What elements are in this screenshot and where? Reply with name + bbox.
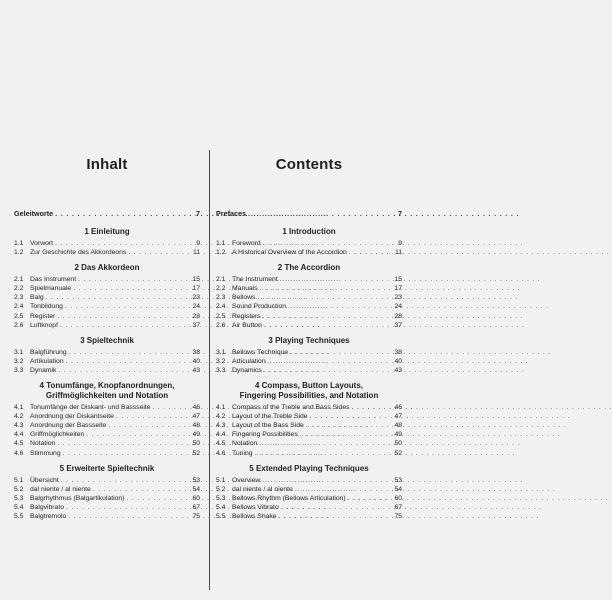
toc-entry-text: Register	[30, 312, 56, 320]
toc-entry-text: Stimmung	[30, 449, 61, 457]
toc-sections	[216, 227, 402, 527]
leader-dots	[63, 449, 188, 458]
leader-dots	[57, 312, 188, 321]
leader-dots	[60, 321, 188, 330]
toc-entry-page: 43	[394, 366, 402, 374]
toc-entry-page: 7	[196, 209, 200, 218]
leader-dots	[69, 348, 188, 357]
section-heading[interactable]: 1 Introduction	[282, 227, 336, 236]
toc-entry-text: Sound Production	[232, 303, 287, 311]
toc-entry-number: 2.6	[14, 321, 24, 329]
toc-entry-page: 60	[394, 494, 402, 502]
leader-dots	[78, 275, 188, 284]
toc-entry-text: Bellows Vibrato	[232, 503, 279, 511]
leader-dots	[93, 485, 188, 494]
leader-dots	[73, 284, 188, 293]
section-heading[interactable]: 2 Das Akkordeon	[74, 263, 140, 273]
toc-entry-number: 4.4	[14, 431, 24, 439]
toc-entry[interactable]	[14, 476, 200, 485]
leader-dots	[126, 494, 188, 503]
toc-entry-page: 37	[192, 321, 200, 329]
toc-entry[interactable]	[14, 503, 200, 512]
toc-entry-page: 23	[394, 294, 402, 302]
toc-entry[interactable]	[216, 302, 402, 311]
toc-entry[interactable]	[14, 485, 200, 494]
toc-entry-text: The Instrument	[232, 276, 278, 284]
toc-entry-page: 48	[394, 422, 402, 430]
toc-entry-number: 4.5	[216, 440, 226, 448]
toc-section	[216, 227, 402, 257]
toc-entry-text: Layout of the Treble Side	[232, 413, 308, 421]
toc-entry-text: Dynamics	[232, 366, 262, 374]
toc-entry-number: 1.1	[14, 240, 24, 247]
toc-entry-text: Geleitworte	[14, 209, 54, 218]
leader-dots	[55, 239, 188, 248]
toc-entry[interactable]	[216, 439, 402, 448]
leader-dots	[257, 293, 390, 302]
leader-dots	[348, 494, 390, 503]
toc-entry-number: 4.6	[14, 449, 24, 457]
toc-entry-text: Spielmanuale	[30, 285, 72, 293]
toc-entry-page: 9	[196, 240, 200, 247]
leader-dots	[264, 366, 390, 375]
leader-dots	[352, 403, 391, 412]
leader-dots	[295, 485, 390, 494]
toc-entry-page: 40	[394, 357, 402, 365]
toc-entry-page: 50	[192, 440, 200, 448]
toc-entry[interactable]	[14, 366, 200, 375]
toc-entry-number: 2.1	[14, 276, 24, 284]
toc-entry-text: Das Instrument	[30, 276, 77, 284]
toc-entry-number: 5.5	[14, 512, 24, 520]
toc-entry-text: Prefaces	[216, 209, 246, 218]
toc-entry-number: 2.2	[216, 285, 226, 293]
toc-entry-text: Bellows Rhythm (Bellows Articulation)	[232, 494, 346, 502]
toc-entry-page: 28	[394, 312, 402, 320]
toc-entry[interactable]	[216, 412, 402, 421]
leader-dots	[300, 430, 390, 439]
leader-dots	[263, 312, 390, 321]
toc-entry[interactable]	[216, 503, 402, 512]
toc-entry[interactable]	[216, 312, 402, 321]
leader-dots	[86, 430, 188, 439]
leader-dots	[55, 209, 188, 218]
toc-intro-entry[interactable]	[14, 209, 200, 221]
toc-entry-page: 47	[394, 413, 402, 421]
toc-entry-text: Balg	[30, 294, 44, 302]
leader-dots	[128, 248, 188, 257]
toc-entry-number: 3.2	[216, 357, 226, 365]
toc-entry-page: 28	[192, 312, 200, 320]
toc-entry[interactable]	[216, 293, 402, 302]
toc-entry-number: 4.2	[216, 413, 226, 421]
toc-entry-page: 75	[394, 512, 402, 520]
toc-entry[interactable]	[14, 403, 200, 412]
toc-entry-text: Griffmöglichkeiten	[30, 431, 85, 439]
toc-entry-text: Dynamik	[30, 366, 57, 374]
section-heading[interactable]: 4 Tonumfänge, Knopfanordnungen, Griffmöglichkeiten und Notation	[39, 381, 175, 401]
toc-entry-page: 53	[192, 476, 200, 484]
toc-entry[interactable]	[14, 512, 200, 521]
toc-entry-page: 54	[394, 485, 402, 493]
toc-entry-text: Layout of the Bass Side	[232, 422, 304, 430]
toc-entry-page: 17	[394, 285, 402, 293]
toc-entry[interactable]	[216, 494, 402, 503]
toc-entry[interactable]	[216, 321, 402, 330]
leader-dots	[262, 476, 390, 485]
toc-entry-page: 38	[394, 348, 402, 356]
toc-entry[interactable]	[14, 284, 200, 293]
toc-entry-number: 2.2	[14, 285, 24, 293]
toc-entry[interactable]	[216, 366, 402, 375]
toc-entry[interactable]	[14, 248, 200, 257]
toc-entry[interactable]	[14, 239, 200, 248]
toc-entry[interactable]	[14, 412, 200, 421]
toc-entry-text: Bellows	[232, 294, 256, 302]
leader-dots	[264, 321, 390, 330]
toc-entry[interactable]	[216, 403, 402, 412]
toc-entry-page: 50	[394, 440, 402, 448]
toc-entry-text: Overview	[232, 476, 261, 484]
toc-entry-text: Articulation	[232, 357, 266, 365]
toc-entry[interactable]	[14, 275, 200, 284]
toc-entry[interactable]	[216, 348, 402, 357]
toc-entry-page: 49	[394, 431, 402, 439]
toc-entry[interactable]	[14, 421, 200, 430]
section-heading[interactable]: 3 Spieltechnik	[80, 335, 134, 345]
toc-entry[interactable]	[14, 494, 200, 503]
leader-dots	[57, 439, 188, 448]
toc-entry-text: Balgrhythmus (Balgartikulation)	[30, 494, 125, 502]
leader-dots	[259, 439, 390, 448]
toc-entry[interactable]	[216, 449, 402, 458]
toc-entry-text: Anordnung der Bassseite	[30, 422, 107, 430]
toc-entry-number: 3.1	[14, 348, 24, 356]
leader-dots	[68, 512, 188, 521]
toc-section	[14, 381, 200, 458]
toc-entry[interactable]	[216, 476, 402, 485]
toc-entry-text: Übersicht	[30, 476, 59, 484]
toc-entry[interactable]	[14, 348, 200, 357]
toc-entry-number: 2.5	[216, 312, 226, 320]
toc-entry-text: Notation	[30, 440, 56, 448]
leader-dots	[255, 449, 390, 458]
leader-dots	[153, 403, 188, 412]
leader-dots	[280, 275, 390, 284]
toc-entry-number: 5.1	[14, 476, 24, 484]
toc-section	[216, 263, 402, 330]
toc-entry-text: Notation	[232, 440, 258, 448]
leader-dots	[116, 412, 188, 421]
leader-dots	[268, 357, 390, 366]
toc-entry-number: 1.2	[216, 249, 226, 257]
leader-dots	[46, 293, 188, 302]
toc-entry[interactable]	[14, 293, 200, 302]
toc-entry-page: 15	[192, 276, 200, 284]
leader-dots	[306, 421, 390, 430]
toc-entry-number: 2.3	[216, 294, 226, 302]
toc-entry-text: Tonumfänge der Diskant- und Bassseite	[30, 404, 151, 412]
toc-entry[interactable]	[216, 275, 402, 284]
toc-entry-page: 40	[192, 357, 200, 365]
leader-dots	[349, 248, 390, 257]
toc-entry-text: Compass of the Treble and Bass Sides	[232, 404, 350, 412]
toc-entry-page: 49	[192, 431, 200, 439]
toc-entry-number: 4.5	[14, 440, 24, 448]
leader-dots	[290, 348, 390, 357]
toc-entry-page: 11	[192, 249, 200, 257]
toc-entry-number: 5.5	[216, 512, 226, 520]
toc-section	[216, 381, 402, 458]
toc-entry-text: Bellows Technique	[232, 348, 289, 356]
toc-entry-page: 47	[192, 413, 200, 421]
toc-entry-page: 24	[394, 303, 402, 311]
toc-entry-page: 54	[192, 485, 200, 493]
toc-entry-page: 67	[394, 503, 402, 511]
toc-entry-text: Artikulation	[30, 357, 64, 365]
toc-entry[interactable]	[216, 248, 402, 257]
toc-entry-page: 15	[394, 276, 402, 284]
leader-dots	[66, 357, 188, 366]
toc-entry-page: 11	[394, 249, 402, 257]
toc-entry[interactable]	[14, 321, 200, 330]
toc-entry-page: 17	[192, 285, 200, 293]
toc-entry-number: 4.1	[14, 404, 24, 412]
toc-entry[interactable]	[216, 512, 402, 521]
leader-dots	[58, 366, 188, 375]
toc-entry-number: 4.3	[14, 422, 24, 430]
toc-entry-number: 3.3	[216, 366, 226, 374]
toc-entry-text: Tuning	[232, 449, 253, 457]
toc-entry[interactable]	[14, 312, 200, 321]
toc-entry[interactable]	[216, 485, 402, 494]
toc-entry[interactable]	[14, 357, 200, 366]
toc-entry-text: Registers	[232, 312, 261, 320]
toc-entry-text: Balgvibrato	[30, 503, 65, 511]
section-heading[interactable]: 2 The Accordion	[277, 263, 341, 273]
leader-dots	[108, 421, 188, 430]
toc-entry-text: Fingering Possibilities	[232, 431, 298, 439]
leader-dots	[281, 503, 390, 512]
toc-entry-text: Zur Geschichte des Akkordeons	[30, 249, 127, 257]
page-title: Inhalt	[86, 156, 128, 173]
toc-entry-page: 48	[192, 422, 200, 430]
toc-entry-number: 4.3	[216, 422, 226, 430]
section-heading[interactable]: 5 Erweiterte Spieltechnik	[59, 463, 155, 473]
section-heading[interactable]: 5 Extended Playing Techniques	[249, 463, 369, 473]
toc-sections	[14, 227, 200, 527]
toc-section	[14, 263, 200, 330]
toc-entry-page: 38	[192, 348, 200, 356]
toc-entry-text: Air Button	[232, 321, 262, 329]
toc-intro-entry[interactable]	[216, 209, 402, 221]
toc-entry-number: 3.3	[14, 366, 24, 374]
toc-entry[interactable]	[216, 357, 402, 366]
toc-entry[interactable]	[216, 239, 402, 248]
toc-entry[interactable]	[14, 439, 200, 448]
toc-entry-page: 43	[192, 366, 200, 374]
toc-entry[interactable]	[216, 421, 402, 430]
toc-entry-page: 23	[192, 294, 200, 302]
toc-entry-number: 3.1	[216, 348, 226, 356]
toc-entry-number: 1.2	[14, 249, 24, 257]
leader-dots	[310, 412, 390, 421]
toc-entry-page: 52	[192, 449, 200, 457]
leader-dots	[279, 512, 390, 521]
toc-entry-number: 2.4	[14, 303, 24, 311]
toc-entry-text: Manuals	[232, 285, 258, 293]
section-heading[interactable]: 4 Compass, Button Layouts, Fingering Possibilities, and Notation	[239, 381, 379, 401]
toc-entry-page: 46	[192, 404, 200, 412]
toc-entry[interactable]	[216, 430, 402, 439]
toc-entry-number: 2.6	[216, 321, 226, 329]
leader-dots	[260, 284, 390, 293]
toc-entry[interactable]	[216, 284, 402, 293]
toc-entry-text: Balgtremolo	[30, 512, 67, 520]
toc-entry[interactable]	[14, 449, 200, 458]
toc-entry-page: 7	[398, 209, 402, 218]
toc-entry-number: 2.4	[216, 303, 226, 311]
toc-entry-number: 3.2	[14, 357, 24, 365]
toc-entry-text: Bellows Shake	[232, 512, 277, 520]
section-heading[interactable]: 1 Einleitung	[84, 227, 130, 236]
toc-entry-number: 4.1	[216, 404, 226, 412]
toc-entry[interactable]	[14, 302, 200, 311]
toc-entry-text: dal niente / al niente	[30, 485, 91, 493]
leader-dots	[65, 302, 188, 311]
leader-dots	[66, 503, 188, 512]
toc-entry-page: 60	[192, 494, 200, 502]
toc-entry-page: 67	[192, 503, 200, 511]
toc-entry-number: 5.2	[216, 485, 226, 493]
section-heading[interactable]: 3 Playing Techniques	[268, 335, 350, 345]
toc-entry-number: 5.2	[14, 485, 24, 493]
page-title: Contents	[275, 156, 343, 173]
toc-entry-number: 5.1	[216, 476, 226, 484]
toc-entry-page: 46	[394, 404, 402, 412]
toc-entry-text: Luftknopf	[30, 321, 58, 329]
toc-entry-text: Tonbildung	[30, 303, 63, 311]
toc-entry-page: 37	[394, 321, 402, 329]
toc-entry[interactable]	[14, 430, 200, 439]
leader-dots	[61, 476, 188, 485]
toc-entry-number: 5.3	[14, 494, 24, 502]
leader-dots	[248, 209, 390, 218]
toc-entry-text: Anordnung der Diskantseite	[30, 413, 114, 421]
toc-entry-page: 9	[398, 240, 402, 247]
toc-entry-text: Vorwort	[30, 240, 54, 247]
toc-entry-number: 4.6	[216, 449, 226, 457]
toc-entry-page: 52	[394, 449, 402, 457]
toc-entry-number: 4.2	[14, 413, 24, 421]
leader-dots	[288, 302, 390, 311]
toc-entry-number: 2.5	[14, 312, 24, 320]
toc-entry-number: 4.4	[216, 431, 226, 439]
toc-entry-page: 24	[192, 303, 200, 311]
toc-entry-text: A Historical Overview of the Accordion	[232, 249, 347, 257]
toc-section	[14, 464, 200, 521]
toc-section	[216, 336, 402, 375]
toc-entry-number: 2.1	[216, 276, 226, 284]
toc-section	[216, 464, 402, 521]
toc-entry-text: Foreword	[232, 240, 261, 247]
toc-entry-number: 1.1	[216, 240, 226, 247]
leader-dots	[263, 239, 390, 248]
toc-section	[14, 227, 200, 257]
toc-entry-number: 5.4	[216, 503, 226, 511]
toc-section	[14, 336, 200, 375]
toc-entry-page: 75	[192, 512, 200, 520]
toc-entry-page: 53	[394, 476, 402, 484]
toc-entry-text: Balgführung	[30, 348, 67, 356]
toc-entry-number: 5.4	[14, 503, 24, 511]
toc-entry-number: 2.3	[14, 294, 24, 302]
toc-entry-number: 5.3	[216, 494, 226, 502]
toc-entry-text: dal niente / al niente	[232, 485, 293, 493]
